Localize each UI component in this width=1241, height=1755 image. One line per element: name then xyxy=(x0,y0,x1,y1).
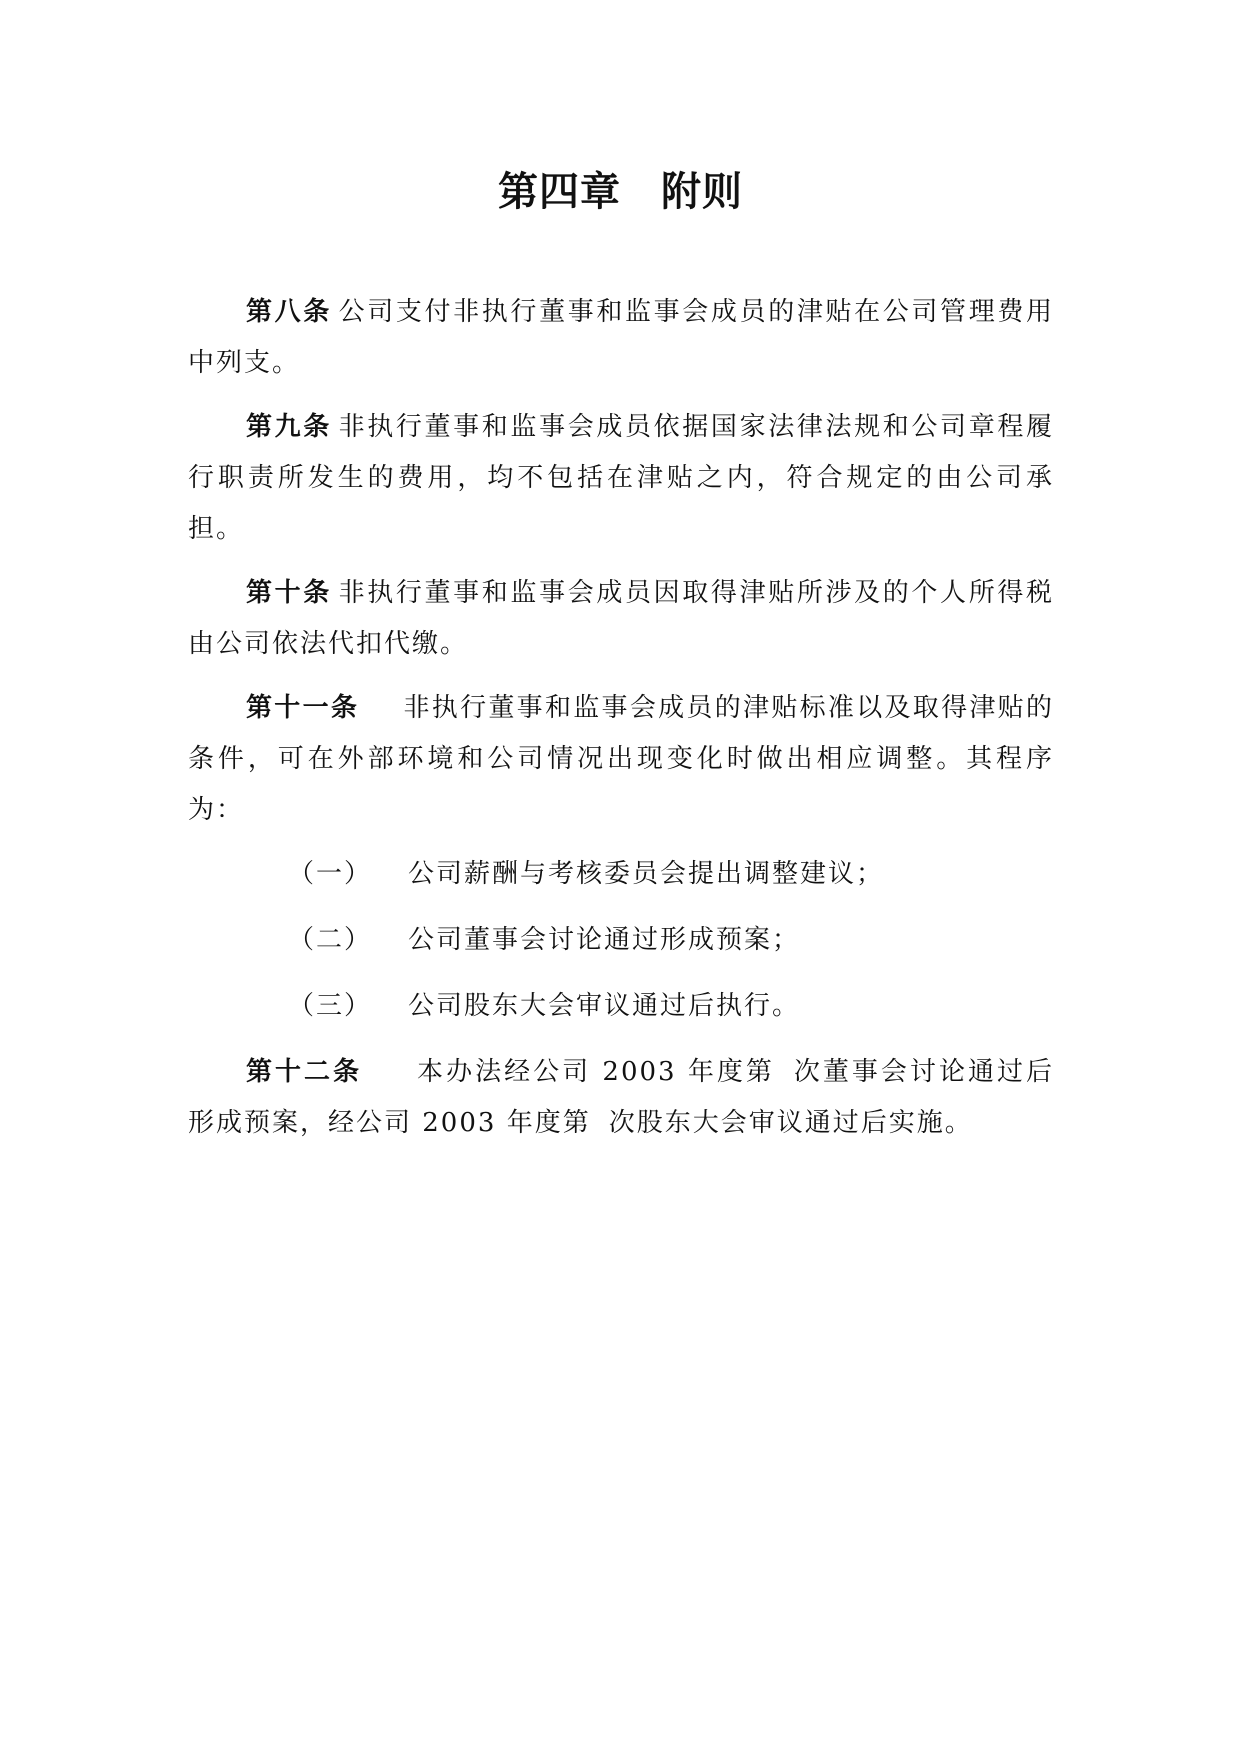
article-9 xyxy=(188,402,1054,555)
list-item xyxy=(188,849,1054,900)
chapter-name: 附则 xyxy=(661,169,743,215)
list-item-text: 公司薪酬与考核委员会提出调整建议； xyxy=(408,859,885,889)
article-number: 第十二条 xyxy=(246,1057,363,1087)
chapter-number: 第四章 xyxy=(498,169,621,215)
article-text: 非执行董事和监事会成员的津贴标准以及取得津贴的条件，可在外部环境和公司情况出现变化时做出相应调整。其程序为： xyxy=(188,693,1054,825)
list-item xyxy=(188,981,1054,1032)
article-number: 第八条 xyxy=(246,297,332,327)
procedure-list xyxy=(188,849,1054,1032)
article-number: 第十条 xyxy=(246,578,332,608)
article-number: 第九条 xyxy=(246,412,332,442)
article-text: 非执行董事和监事会成员因取得津贴所涉及的个人所得税由公司依法代扣代缴。 xyxy=(188,578,1054,659)
list-item-text: 公司股东大会审议通过后执行。 xyxy=(408,991,801,1021)
chapter-title xyxy=(0,160,1241,217)
article-text-part-c: 次股东大会审议通过后实施。 xyxy=(608,1108,973,1138)
document-body xyxy=(188,287,1054,1162)
list-item-text: 公司董事会讨论通过形成预案； xyxy=(408,925,801,955)
list-item xyxy=(188,915,1054,966)
article-11 xyxy=(188,683,1054,836)
list-marker: （二） xyxy=(288,925,373,955)
list-marker: （一） xyxy=(288,859,373,889)
article-12 xyxy=(188,1047,1054,1149)
article-text-part-b: 次董事会讨论通过后形成预案，经公司 2003 年度第 xyxy=(188,1057,1054,1138)
article-text: 非执行董事和监事会成员依据国家法律法规和公司章程履行职责所发生的费用，均不包括在津贴之内，符合规定的由公司承担。 xyxy=(188,412,1054,544)
article-text-part-a: 本办法经公司 2003 年度第 xyxy=(416,1057,775,1087)
article-10 xyxy=(188,568,1054,670)
list-marker: （三） xyxy=(288,991,373,1021)
article-number: 第十一条 xyxy=(246,693,360,723)
article-8 xyxy=(188,287,1054,389)
article-text: 公司支付非执行董事和监事会成员的津贴在公司管理费用中列支。 xyxy=(188,297,1054,378)
